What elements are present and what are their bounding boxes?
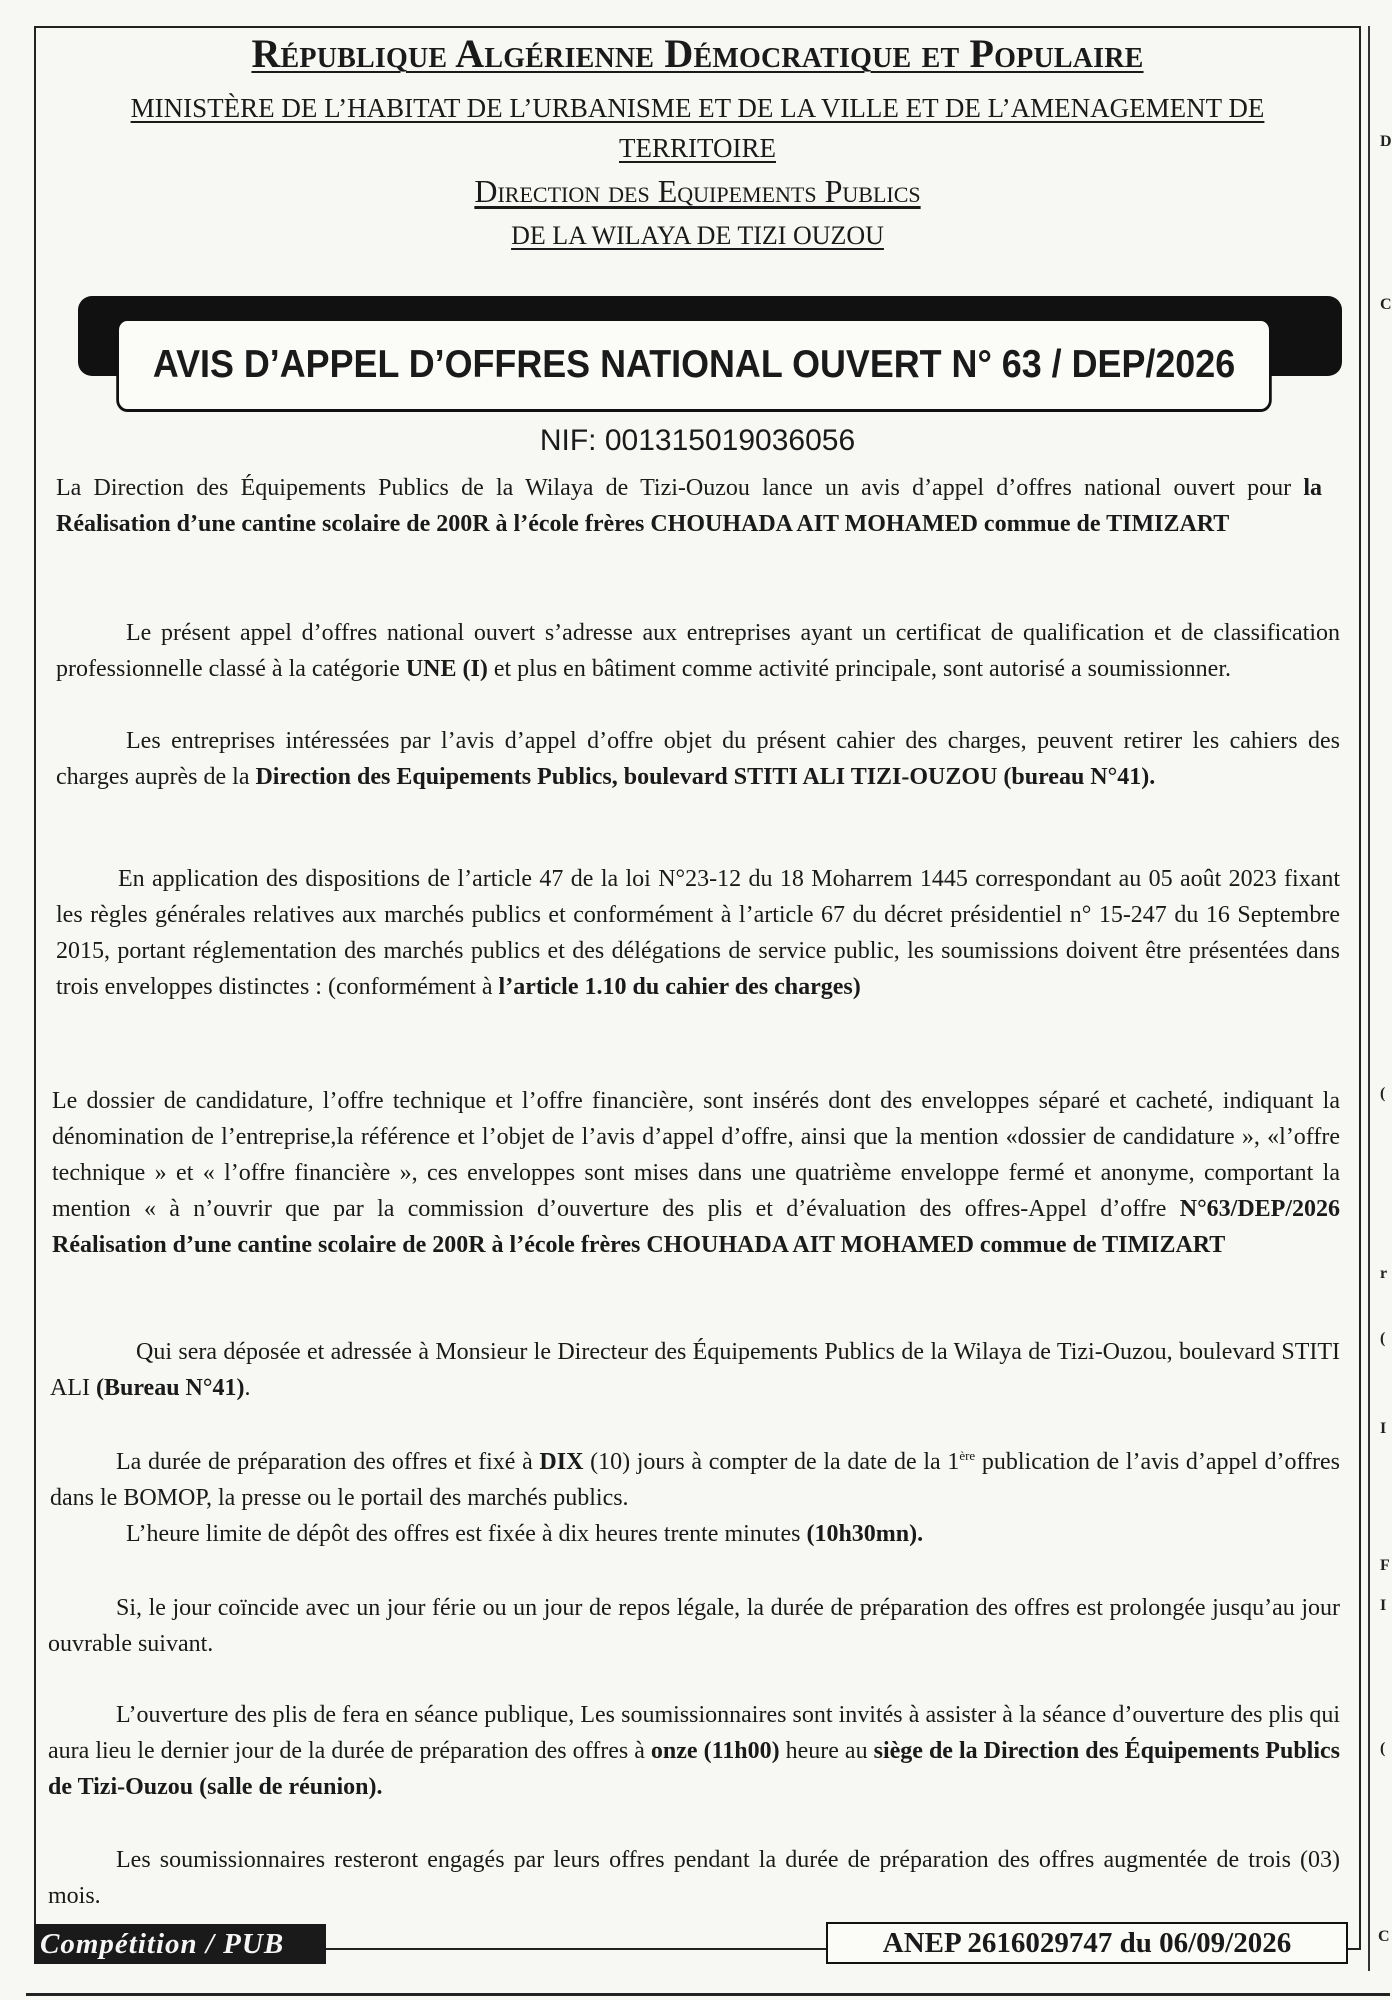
paragraph-deposit: Qui sera déposée et adressée à Monsieur le Directeur des Équipements Publics de la Wilaya de Tizi-Ouzou, boulevard STITI ALI (Bureau N°41). — [50, 1339, 1340, 1401]
adjacent-column-fragment: ( — [1380, 1330, 1386, 1347]
republic-heading: République Algérienne Démocratique et Populaire — [251, 31, 1144, 76]
paragraph-deadline: L’heure limite de dépôt des offres est fixée à dix heures trente minutes (10h30mn). — [126, 1521, 924, 1547]
adjacent-column-fragment: I — [1380, 1420, 1387, 1437]
adjacent-column-fragment: r — [1380, 1265, 1388, 1282]
paragraph-validity: Les soumissionnaires resteront engagés par leurs offres pendant la durée de préparation des offres augmentée de trois (03) mois. — [48, 1847, 1340, 1909]
direction-heading: Direction des Equipements Publics — [474, 173, 921, 209]
notice-title: AVIS D’APPEL D’OFFRES NATIONAL OUVERT N° 63 / DEP/2026 — [116, 318, 1272, 412]
adjacent-column-fragment: ( — [1380, 1085, 1386, 1102]
adjacent-column-border — [1368, 26, 1370, 1971]
paragraph-eligibility: Le présent appel d’offres national ouvert s’adresse aux entreprises ayant un certificat de qualification et de classification professionnelle classé à la catégorie UNE (I) et plus en bâtiment comme activité principale, sont autorisé a soumissionner. — [56, 620, 1340, 682]
adjacent-column-fragment: ( — [1380, 1740, 1386, 1757]
bottom-rule — [26, 1993, 1390, 1996]
paragraph-opening: L’ouverture des plis de fera en séance publique, Les soumissionnaires sont invités à assister à la séance d’ouverture des plis qui aura lieu le dernier jour de la durée de préparation des offres à onze (11h00) heure au siège de la Direction des Équipements Publics de Tizi-Ouzou (salle de réunion). — [48, 1702, 1340, 1800]
project-object: la Réalisation d’une cantine scolaire de 200R à l’école frères CHOUHADA AIT MOHAMED commue de TIMIZART — [56, 475, 1322, 537]
adjacent-column-fragment: F — [1380, 1557, 1390, 1574]
adjacent-column-fragment: C — [1380, 296, 1392, 313]
paragraph-intro: La Direction des Équipements Publics de la Wilaya de Tizi-Ouzou lance un avis d’appel d’offres national ouvert pour la Réalisation d’une cantine scolaire de 200R à l’école frères CHOUHADA AIT MOHAMED commue de TIMIZART — [56, 475, 1322, 537]
paragraph-withdrawal: Les entreprises intéressées par l’avis d’appel d’offre objet du présent cahier des charges, peuvent retirer les cahiers des charges auprès de la Direction des Equipements Publics, boulevard STITI ALI TIZI-OUZOU (bureau N°41). — [56, 728, 1340, 790]
adjacent-column-fragment: I — [1380, 1597, 1387, 1614]
wilaya-heading: DE LA WILAYA DE TIZI OUZOU — [511, 221, 884, 250]
paragraph-envelopes: Le dossier de candidature, l’offre technique et l’offre financière, sont insérés dont des enveloppes séparé et cacheté, indiquant la dénomination de l’entreprise,la référence et l’objet de l’avis d’appel d’offre, ainsi que la mention «dossier de candidature », «l’offre technique » et « l’offre financière », ces enveloppes sont mises dans une quatrième enveloppe fermé et anonyme, comportant la mention « à n’ouvrir que par la commission d’ouverture des plis et d’évaluation des offres-Appel d’offre N°63/DEP/2026 Réalisation d’une cantine scolaire de 200R à l’école frères CHOUHADA AIT MOHAMED commue de TIMIZART — [52, 1088, 1340, 1258]
nif-number: NIF: 001315019036056 — [539, 424, 856, 457]
adjacent-column-fragment: D — [1380, 133, 1392, 150]
paragraph-holiday: Si, le jour coïncide avec un jour férie ou un jour de repos légale, la durée de préparation des offres est prolongée jusqu’au jour ouvrable suivant. — [48, 1595, 1340, 1657]
paragraph-legal-basis: En application des dispositions de l’article 47 de la loi N°23-12 du 18 Moharrem 1445 correspondant au 05 août 2023 fixant les règles générales relatives aux marchés publics et conformément à l’article 67 du décret présidentiel n° 15-247 du 16 Septembre 2015, portant réglementation des marchés publics et des délégations de service public, les soumissions doivent être présentées dans trois enveloppes distinctes : (conformément à l’article 1.10 du cahier des charges) — [56, 866, 1340, 1000]
publication-tag: Compétition / PUB — [34, 1924, 326, 1964]
ministry-heading: MINISTÈRE DE L’HABITAT DE L’URBANISME ET DE LA VILLE ET DE L’AMENAGEMENT DE TERRITOIRE — [130, 93, 1265, 163]
paragraph-duration: La durée de préparation des offres et fixé à DIX (10) jours à compter de la date de la 1ère publication de l’avis d’appel d’offres dans le BOMOP, la presse ou le portail des marchés publics. — [50, 1448, 1341, 1511]
anep-reference: ANEP 2616029747 du 06/09/2026 — [826, 1922, 1348, 1964]
adjacent-column-fragment: C — [1378, 1928, 1390, 1945]
